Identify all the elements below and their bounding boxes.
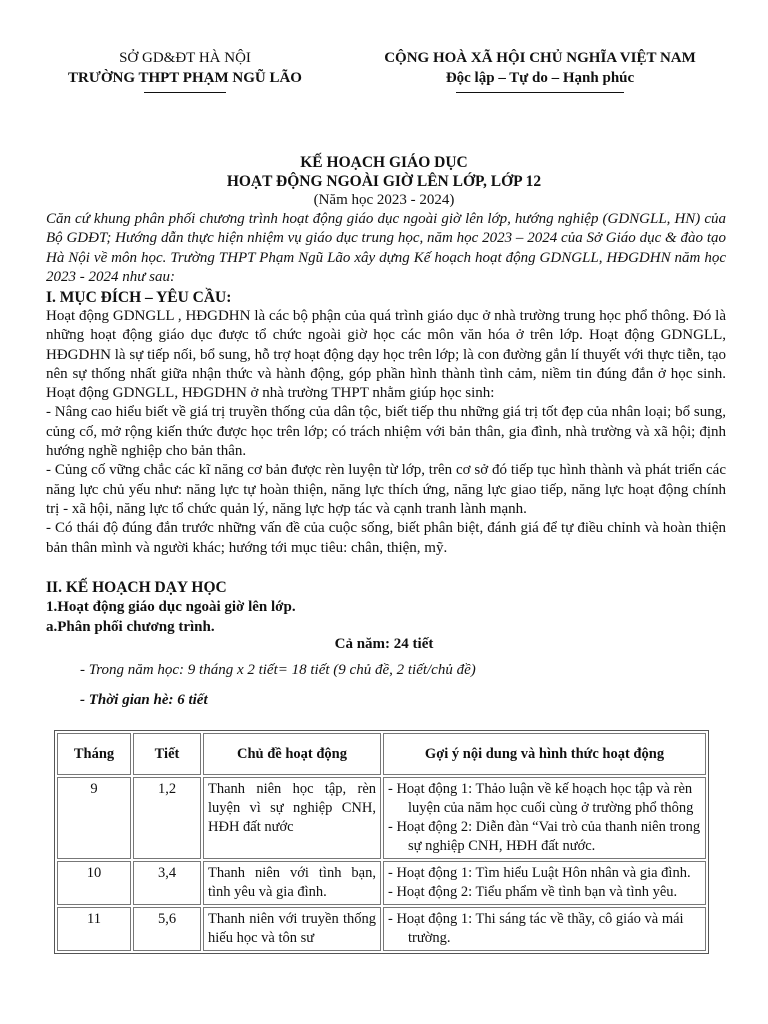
doc-title: KẾ HOẠCH GIÁO DỤC	[300, 154, 468, 171]
header-content: Gợi ý nội dung và hình thức hoạt động	[383, 733, 706, 775]
header-left-rule	[144, 92, 226, 93]
intro-paragraph: Căn cứ khung phân phối chương trình hoạt động giáo dục ngoài giờ lên lớp, hướng nghiệp (GDNGLL, HN) của Bộ GDĐT; Hướng dẫn thực hiện nhiệm vụ giáo dục trung học, năm học 2023 – 2024 của Sở Giáo dục & đào tạo Hà Nội về môn học. Trường THPT Phạm Ngũ Lão xây dựng Kế hoạch hoạt động GDNGLL, HĐGDHN năm học 2023 - 2024 như sau:	[46, 211, 726, 285]
cell-period: 3,4	[133, 861, 201, 905]
curriculum-table	[54, 730, 709, 954]
section2-heading: II. KẾ HOẠCH DẠY HỌC	[46, 579, 227, 596]
section1-body	[46, 307, 726, 558]
activity-2: - Hoạt động 2: Diễn đàn “Vai trò của thanh niên trong sự nghiệp CNH, HĐH đất nước.	[388, 819, 701, 854]
cell-month: 9	[57, 777, 131, 859]
cell-content	[383, 777, 706, 859]
header-topic: Chủ đề hoạt động	[203, 733, 381, 775]
activity-1: - Hoạt động 1: Tìm hiểu Luật Hôn nhân và gia đình.	[388, 865, 691, 881]
school-name: TRƯỜNG THPT PHẠM NGŨ LÃO	[68, 70, 302, 86]
school-year: (Năm học 2023 - 2024)	[313, 192, 455, 208]
header-right-rule	[456, 92, 624, 93]
table-row	[57, 861, 706, 905]
curriculum-table-wrapper	[54, 730, 709, 954]
table-row	[57, 907, 706, 951]
header-period: Tiết	[133, 733, 201, 775]
activity-2: - Hoạt động 2: Tiểu phẩm về tình bạn và tình yêu.	[388, 884, 678, 900]
cell-month: 11	[57, 907, 131, 951]
header-month: Tháng	[57, 733, 131, 775]
section2-subheading-2: a.Phân phối chương trình.	[46, 619, 215, 635]
activity-1: - Hoạt động 1: Thảo luận về kế hoạch học tập và rèn luyện của năm học cuối cùng ở trường phổ thông	[388, 781, 694, 816]
cell-period: 5,6	[133, 907, 201, 951]
header-right	[340, 48, 740, 93]
cell-content	[383, 861, 706, 905]
section1-bullet-1: - Nâng cao hiểu biết về giá trị truyền thống của dân tộc, biết tiếp thu những giá trị tốt đẹp của nhân loại; bổ sung, củng cố, mở rộng kiến thức được học trên lớp; có trách nhiệm với bản thân, gia đình, nhà trường và xã hội; định hướng nghề nghiệp cho bản thân.	[46, 404, 726, 460]
doc-subtitle: HOẠT ĐỘNG NGOÀI GIỜ LÊN LỚP, LỚP 12	[226, 173, 542, 190]
section1-heading: I. MỤC ĐÍCH – YÊU CẦU:	[46, 289, 232, 306]
cell-topic: Thanh niên với tình bạn, tình yêu và gia đình.	[203, 861, 381, 905]
total-periods: Cả năm: 24 tiết	[334, 636, 434, 652]
country-name: CỘNG HOÀ XÃ HỘI CHỦ NGHĨA VIỆT NAM	[384, 50, 696, 66]
cell-content	[383, 907, 706, 951]
national-motto: Độc lập – Tự do – Hạnh phúc	[445, 70, 635, 86]
table-header-row	[57, 733, 706, 775]
cell-topic: Thanh niên với truyền thống hiếu học và tôn sư	[203, 907, 381, 951]
cell-period: 1,2	[133, 777, 201, 859]
section1-bullet-3: - Có thái độ đúng đắn trước những vấn đề của cuộc sống, biết phân biệt, đánh giá để tự điều chỉnh và hoàn thiện bản thân mình và người khác; hướng tới mục tiêu: chân, thiện, mỹ.	[46, 520, 726, 556]
section2-subheading-1: 1.Hoạt động giáo dục ngoài giờ lên lớp.	[46, 599, 296, 615]
header-left	[40, 48, 330, 93]
activity-1: - Hoạt động 1: Thi sáng tác về thầy, cô giáo và mái trường.	[388, 911, 684, 946]
department-name: SỞ GD&ĐT HÀ NỘI	[119, 50, 251, 66]
cell-topic: Thanh niên học tập, rèn luyện vì sự nghiệp CNH, HĐH đất nước	[203, 777, 381, 859]
section1-paragraph: Hoạt động GDNGLL , HĐGDHN là các bộ phận của quá trình giáo dục ở nhà trường trung học phổ thông. Đó là những hoạt động giáo dục được tổ chức ngoài giờ học các môn văn hóa ở trên lớp. Hoạt động GDNGLL, HĐGDHN là sự tiếp nối, bổ sung, hỗ trợ hoạt động dạy học trên lớp; là con đường gắn lí thuyết với thực tiễn, tạo nên sự thống nhất giữa nhận thức và hành động, góp phần hình thành tình cảm, niềm tin đúng đắn ở học sinh. Hoạt động GDNGLL, HĐGDHN ở nhà trường THPT nhằm giúp học sinh:	[46, 308, 726, 402]
table-row	[57, 777, 706, 859]
summer-note: - Thời gian hè: 6 tiết	[80, 692, 208, 708]
cell-month: 10	[57, 861, 131, 905]
school-year-note: - Trong năm học: 9 tháng x 2 tiết= 18 tiết (9 chủ đề, 2 tiết/chủ đề)	[80, 662, 476, 678]
section1-bullet-2: - Củng cố vững chắc các kĩ năng cơ bản được rèn luyện từ lớp, trên cơ sở đó tiếp tục hình thành và phát triển các năng lực chủ yếu như: năng lực tự hoàn thiện, năng lực thích ứng, năng lực giao tiếp, năng lực hoạt động chính trị - xã hội, năng lực tổ chức quản lý, năng lực hợp tác và cạnh tranh lành mạnh.	[46, 462, 726, 517]
